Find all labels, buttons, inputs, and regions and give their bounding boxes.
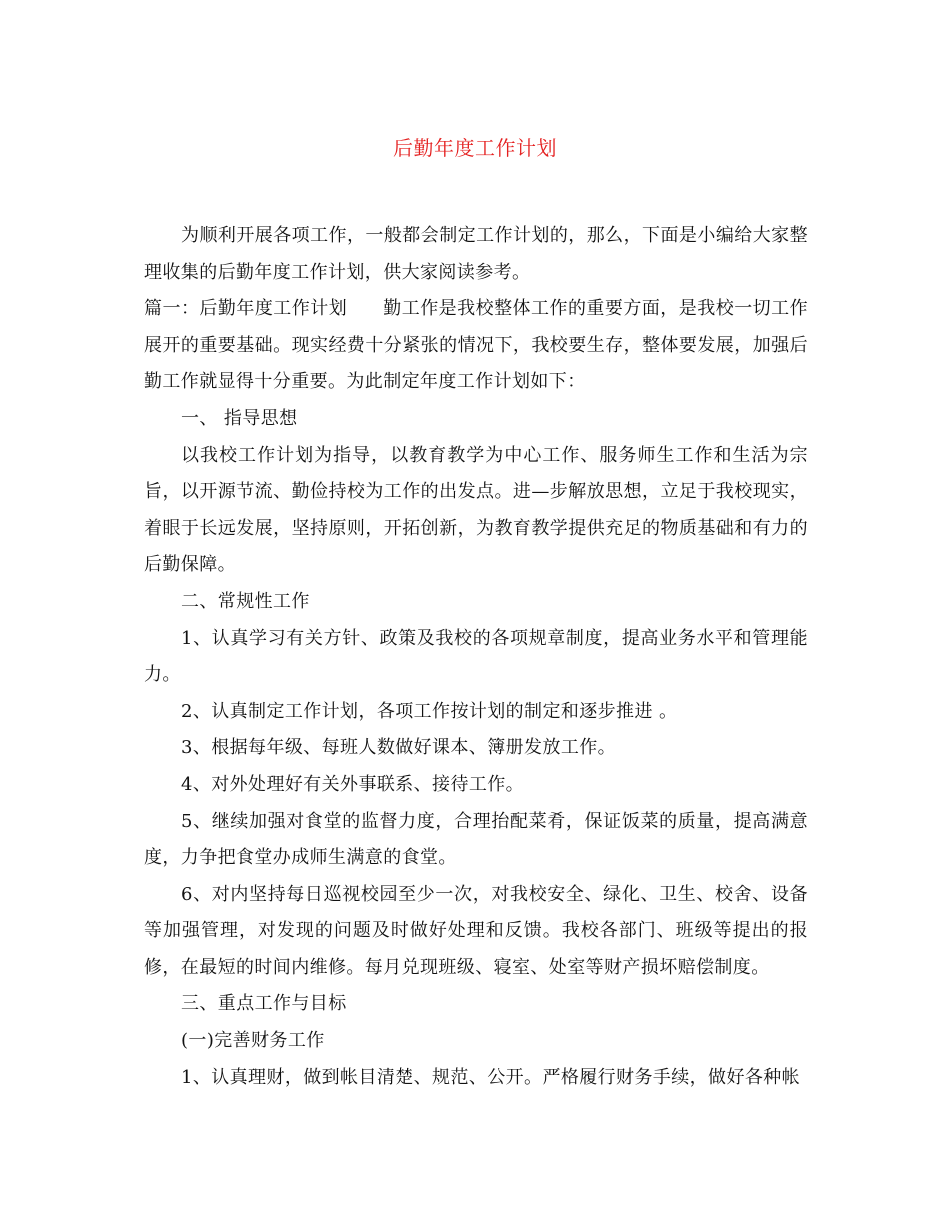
section-heading-2: 二、常规性工作 — [181, 590, 310, 612]
list-item: 5、继续加强对食堂的监督力度，合理抬配菜肴，保证饭菜的质量，提高满意度，力争把食堂办成师生满意的食堂。 — [144, 810, 808, 869]
list-item: 1、认真学习有关方针、政策及我校的各项规章制度，提高业务水平和管理能力。 — [144, 627, 808, 686]
intro-paragraph: 为顺利开展各项工作，一般都会制定工作计划的，那么，下面是小编给大家整理收集的后勤年度工作计划，供大家阅读参考。 — [144, 225, 808, 283]
document-body — [144, 218, 808, 1096]
part-one-label: 篇一：后勤年度工作计划 — [144, 298, 348, 320]
document-title: 后勤年度工作计划 — [393, 136, 557, 160]
part-one-paragraph — [144, 291, 808, 401]
section-heading-1: 一、 指导思想 — [181, 407, 298, 429]
section-heading-3: 三、重点工作与目标 — [181, 993, 347, 1015]
part-one-text: 勤工作是我校整体工作的重要方面，是我校一切工作展开的重要基础。现实经费十分紧张的情况下，我校要生存，整体要发展，加强后勤工作就显得十分重要。为此制定年度工作计划如下： — [144, 298, 809, 393]
list-item: 2、认真制定工作计划，各项工作按计划的制定和逐步推进 。 — [181, 700, 678, 722]
sub-heading: (一)完善财务工作 — [181, 1030, 325, 1052]
list-item: 4、对外处理好有关外事联系、接待工作。 — [181, 773, 525, 795]
list-item: 6、对内坚持每日巡视校园至少一次，对我校安全、绿化、卫生、校舍、设备等加强管理，对发现的问题及时做好处理和反馈。我校各部门、班级等提出的报修，在最短的时间内维修。每月兑现班级、寝室、处室等财产损坏赔偿制度。 — [144, 883, 808, 978]
section-1-paragraph: 以我校工作计划为指导，以教育教学为中心工作、服务师生工作和生活为宗旨，以开源节流、勤俭持校为工作的出发点。进—步解放思想，立足于我校现实，着眼于长远发展，坚持原则，开拓创新，为教育教学提供充足的物质基础和有力的后勤保障。 — [144, 444, 808, 576]
list-item: 3、根据每年级、每班人数做好课本、簿册发放工作。 — [181, 737, 617, 759]
list-item: 1、认真理财，做到帐目清楚、规范、公开。严格履行财务手续，做好各种帐 — [181, 1066, 801, 1088]
